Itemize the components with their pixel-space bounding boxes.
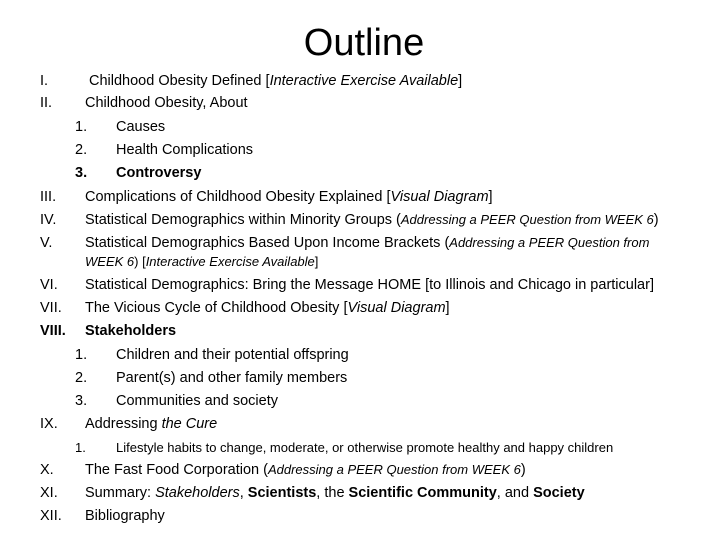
item-number: II. [40, 95, 53, 111]
item-text: Statistical Demographics within Minority Groups (Addressing a PEER Question from WEEK 6) [85, 212, 659, 228]
item-text: The Fast Food Corporation (Addressing a PEER Question from WEEK 6) [85, 462, 526, 478]
item-text-continued: WEEK 6) [Interactive Exercise Available] [85, 254, 319, 269]
slide-title: Outline [303, 22, 425, 64]
item-number: XII. [40, 508, 62, 524]
item-number: V. [40, 235, 53, 251]
item-text: Childhood Obesity, About [85, 95, 248, 111]
item-number: 2. [75, 370, 88, 386]
item-number: X. [40, 462, 54, 478]
item-text: Parent(s) and other family members [116, 370, 348, 386]
item-text: Children and their potential offspring [116, 347, 349, 363]
item-number: 3. [75, 393, 88, 409]
item-number: 3. [75, 165, 88, 181]
item-number: IX. [40, 416, 58, 432]
item-number: 1. [75, 119, 88, 135]
item-text: Stakeholders [85, 323, 177, 339]
item-text: Summary: Stakeholders, Scientists, the Scientific Community, and Society [85, 485, 585, 501]
item-number: 2. [75, 142, 88, 158]
item-text: Childhood Obesity Defined [Interactive Exercise Available] [89, 73, 463, 89]
item-text: Bibliography [85, 508, 165, 524]
item-number: I. [40, 73, 49, 89]
item-text: Lifestyle habits to change, moderate, or otherwise promote healthy and happy children [116, 440, 614, 455]
item-text: Health Complications [116, 142, 254, 158]
item-text: Addressing the Cure [85, 416, 218, 432]
item-text: The Vicious Cycle of Childhood Obesity [Visual Diagram] [85, 300, 450, 316]
item-text: Causes [116, 119, 166, 135]
item-number: 1. [75, 347, 88, 363]
item-number: 1. [75, 440, 86, 455]
item-number: VIII. [40, 323, 66, 339]
item-text: Communities and society [116, 393, 278, 409]
item-number: IV. [40, 212, 57, 228]
item-number: VII. [40, 300, 62, 316]
item-text: Complications of Childhood Obesity Explained [Visual Diagram] [85, 189, 493, 205]
item-text: Statistical Demographics: Bring the Message HOME [to Illinois and Chicago in particular] [85, 277, 654, 293]
item-text: Controversy [116, 165, 202, 181]
item-text: Statistical Demographics Based Upon Income Brackets (Addressing a PEER Question from [85, 235, 650, 251]
item-number: XI. [40, 485, 58, 501]
item-number: III. [40, 189, 57, 205]
item-number: VI. [40, 277, 58, 293]
